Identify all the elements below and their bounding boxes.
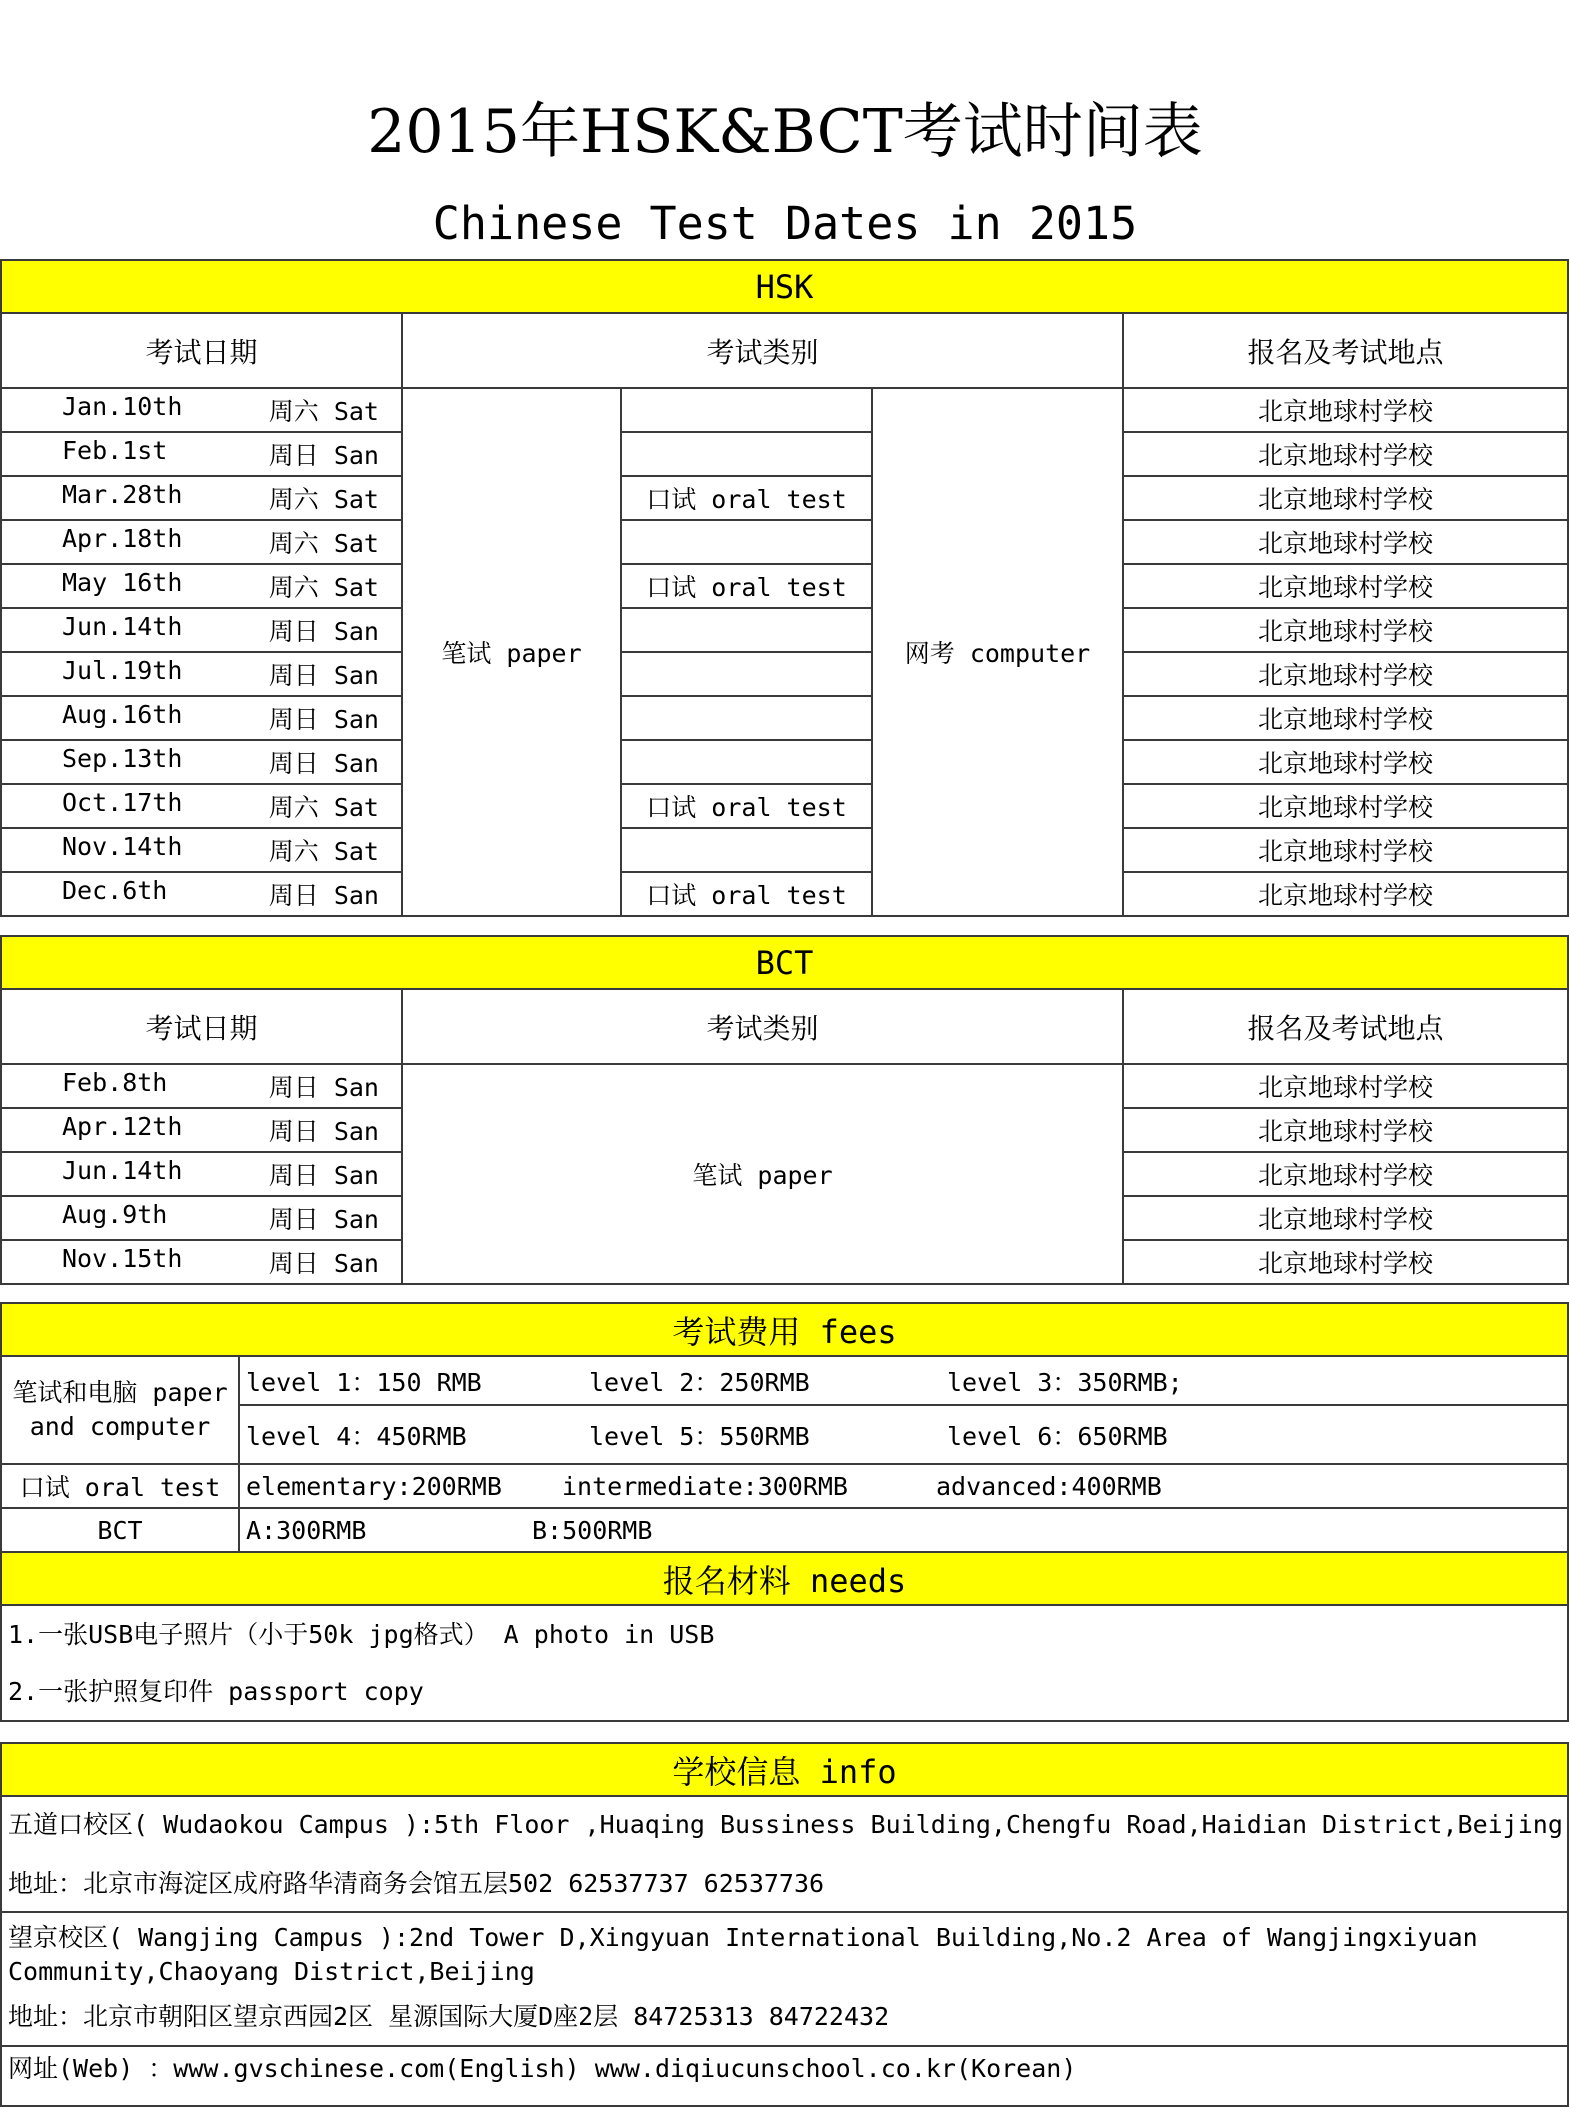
hsk-row — [1, 652, 1568, 696]
fee-bct-b: B:500RMB — [532, 1515, 653, 1545]
bct-location-cell: 北京地球村学校 — [1123, 1152, 1568, 1196]
hsk-location-cell: 北京地球村学校 — [1123, 740, 1568, 784]
hsk-row — [1, 872, 1568, 916]
hsk-date: Jan.10th — [62, 392, 183, 421]
hsk-day: 周日 San — [268, 661, 379, 690]
hsk-computer-cell: 网考 computer — [872, 388, 1123, 916]
hsk-date: May 16th — [62, 568, 183, 597]
bct-date-cell — [1, 1108, 402, 1152]
hsk-day: 周日 San — [268, 705, 379, 734]
hsk-oral-cell — [621, 740, 872, 784]
info-table — [0, 1742, 1569, 2107]
hsk-date-cell — [1, 696, 402, 740]
hsk-day: 周日 San — [268, 617, 379, 646]
hsk-date: Jun.14th — [62, 612, 183, 641]
hsk-date: Dec.6th — [62, 876, 168, 905]
hsk-row — [1, 520, 1568, 564]
hsk-day: 周日 San — [268, 881, 379, 910]
fee-level-6: level 6：650RMB — [947, 1421, 1168, 1451]
hsk-oral-cell: 口试 oral test — [621, 872, 872, 916]
hsk-table — [0, 259, 1569, 917]
hsk-date: Jul.19th — [62, 656, 183, 685]
hsk-oral-cell: 口试 oral test — [621, 476, 872, 520]
hsk-date-cell — [1, 740, 402, 784]
hsk-header-date: 考试日期 — [1, 313, 402, 388]
hsk-location-cell: 北京地球村学校 — [1123, 652, 1568, 696]
bct-paper-cell: 笔试 paper — [402, 1064, 1123, 1284]
hsk-date: Feb.1st — [62, 436, 168, 465]
bct-date-cell — [1, 1196, 402, 1240]
bct-date: Apr.12th — [62, 1112, 183, 1141]
needs-section-title: 报名材料 needs — [1, 1552, 1568, 1605]
bct-date: Aug.9th — [62, 1200, 168, 1229]
hsk-row — [1, 740, 1568, 784]
hsk-date: Apr.18th — [62, 524, 183, 553]
fees-section-title: 考试费用 fees — [1, 1303, 1568, 1356]
hsk-oral-cell — [621, 652, 872, 696]
fee-level-3: level 3：350RMB; — [947, 1367, 1183, 1397]
hsk-header-location: 报名及考试地点 — [1123, 313, 1568, 388]
website-row: 网址(Web) ：www.gvschinese.com(English) www.diqiucunschool.co.kr(Korean) — [1, 2046, 1568, 2106]
hsk-row — [1, 476, 1568, 520]
fee-level-2: level 2：250RMB — [589, 1367, 810, 1397]
hsk-row — [1, 564, 1568, 608]
wangjing-campus-desc: 望京校区( Wangjing Campus ):2nd Tower D,Xingyuan International Building,No.2 Area of Wangjingxiyuan Community,Chaoyang District,Beijing — [8, 1923, 1478, 1986]
hsk-date: Mar.28th — [62, 480, 183, 509]
hsk-row — [1, 696, 1568, 740]
fees-oral-label: 口试 oral test — [1, 1464, 239, 1508]
bct-row — [1, 1064, 1568, 1108]
fees-levels-row2 — [239, 1405, 1568, 1464]
bct-header-date: 考试日期 — [1, 989, 402, 1064]
hsk-date-cell — [1, 564, 402, 608]
hsk-date-cell — [1, 608, 402, 652]
hsk-oral-cell — [621, 608, 872, 652]
needs-list — [1, 1605, 1568, 1721]
hsk-date-cell — [1, 652, 402, 696]
wangjing-campus-address: 地址：北京市朝阳区望京西园2区 星源国际大厦D座2层 84725313 84722432 — [8, 2002, 890, 2031]
hsk-oral-cell — [621, 432, 872, 476]
hsk-date: Nov.14th — [62, 832, 183, 861]
bct-date-cell — [1, 1064, 402, 1108]
bct-location-cell: 北京地球村学校 — [1123, 1108, 1568, 1152]
wudaokou-campus — [1, 1796, 1568, 1912]
bct-day: 周日 San — [268, 1205, 379, 1234]
hsk-day: 周六 Sat — [268, 793, 379, 822]
hsk-location-cell: 北京地球村学校 — [1123, 696, 1568, 740]
bct-date: Nov.15th — [62, 1244, 183, 1273]
bct-day: 周日 San — [268, 1073, 379, 1102]
fee-level-5: level 5：550RMB — [589, 1421, 810, 1451]
hsk-location-cell: 北京地球村学校 — [1123, 872, 1568, 916]
hsk-location-cell: 北京地球村学校 — [1123, 564, 1568, 608]
hsk-row — [1, 784, 1568, 828]
hsk-location-cell: 北京地球村学校 — [1123, 388, 1568, 432]
hsk-header-type: 考试类别 — [402, 313, 1123, 388]
hsk-day: 周日 San — [268, 441, 379, 470]
hsk-location-cell: 北京地球村学校 — [1123, 608, 1568, 652]
hsk-day: 周六 Sat — [268, 485, 379, 514]
bct-location-cell: 北京地球村学校 — [1123, 1064, 1568, 1108]
fee-oral-elementary: elementary:200RMB — [246, 1471, 502, 1501]
hsk-section-title: HSK — [1, 260, 1568, 313]
bct-location-cell: 北京地球村学校 — [1123, 1196, 1568, 1240]
wudaokou-campus-desc: 五道口校区( Wudaokou Campus ):5th Floor ,Huaqing Bussiness Building,Chengfu Road,Haidian District,Beijing — [8, 1810, 1563, 1839]
hsk-date-cell — [1, 388, 402, 432]
needs-item: 2.一张护照复印件 passport copy — [8, 1677, 424, 1706]
hsk-location-cell: 北京地球村学校 — [1123, 476, 1568, 520]
bct-date-cell — [1, 1240, 402, 1284]
bct-section-title: BCT — [1, 936, 1568, 989]
wudaokou-campus-address: 地址：北京市海淀区成府路华清商务会馆五层502 62537737 62537736 — [8, 1869, 825, 1898]
hsk-location-cell: 北京地球村学校 — [1123, 520, 1568, 564]
hsk-day: 周六 Sat — [268, 837, 379, 866]
hsk-oral-cell: 口试 oral test — [621, 784, 872, 828]
hsk-day: 周六 Sat — [268, 397, 379, 426]
hsk-row — [1, 608, 1568, 652]
bct-table — [0, 935, 1569, 1285]
bct-day: 周日 San — [268, 1117, 379, 1146]
fees-bct-label: BCT — [1, 1508, 239, 1552]
needs-item: 1.一张USB电子照片（小于50k jpg格式） A photo in USB — [8, 1620, 715, 1649]
hsk-date: Aug.16th — [62, 700, 183, 729]
hsk-oral-cell — [621, 520, 872, 564]
hsk-date-cell — [1, 432, 402, 476]
hsk-date: Sep.13th — [62, 744, 183, 773]
hsk-location-cell: 北京地球村学校 — [1123, 432, 1568, 476]
hsk-row — [1, 432, 1568, 476]
fee-level-1: level 1：150 RMB — [246, 1367, 482, 1397]
hsk-date: Oct.17th — [62, 788, 183, 817]
page-title: 2015年HSK&BCT考试时间表 — [367, 97, 1203, 167]
bct-day: 周日 San — [268, 1161, 379, 1190]
page-subtitle: Chinese Test Dates in 2015 — [432, 197, 1138, 250]
bct-header-type: 考试类别 — [402, 989, 1123, 1064]
hsk-date-cell — [1, 520, 402, 564]
fee-oral-advanced: advanced:400RMB — [936, 1471, 1162, 1501]
bct-header-location: 报名及考试地点 — [1123, 989, 1568, 1064]
fee-bct-a: A:300RMB — [246, 1515, 367, 1545]
info-section-title: 学校信息 info — [1, 1743, 1568, 1796]
hsk-oral-cell — [621, 388, 872, 432]
hsk-day: 周日 San — [268, 749, 379, 778]
fee-level-4: level 4：450RMB — [246, 1421, 467, 1451]
hsk-date-cell — [1, 828, 402, 872]
hsk-date-cell — [1, 872, 402, 916]
hsk-oral-cell: 口试 oral test — [621, 564, 872, 608]
hsk-day: 周六 Sat — [268, 573, 379, 602]
fees-table — [0, 1302, 1569, 1722]
fees-oral-row — [239, 1464, 1568, 1508]
hsk-paper-cell: 笔试 paper — [402, 388, 621, 916]
hsk-date-cell — [1, 784, 402, 828]
hsk-row — [1, 388, 1568, 432]
bct-date: Feb.8th — [62, 1068, 168, 1097]
fees-bct-row — [239, 1508, 1568, 1552]
bct-location-cell: 北京地球村学校 — [1123, 1240, 1568, 1284]
hsk-date-cell — [1, 476, 402, 520]
wangjing-campus — [1, 1912, 1568, 2046]
bct-day: 周日 San — [268, 1249, 379, 1278]
hsk-location-cell: 北京地球村学校 — [1123, 784, 1568, 828]
hsk-row — [1, 828, 1568, 872]
hsk-day: 周六 Sat — [268, 529, 379, 558]
fee-oral-intermediate: intermediate:300RMB — [562, 1471, 848, 1501]
fees-levels-row1 — [239, 1356, 1568, 1405]
fees-paper-label: 笔试和电脑 paper and computer — [1, 1356, 239, 1464]
hsk-oral-cell — [621, 828, 872, 872]
hsk-oral-cell — [621, 696, 872, 740]
bct-date-cell — [1, 1152, 402, 1196]
hsk-location-cell: 北京地球村学校 — [1123, 828, 1568, 872]
bct-date: Jun.14th — [62, 1156, 183, 1185]
